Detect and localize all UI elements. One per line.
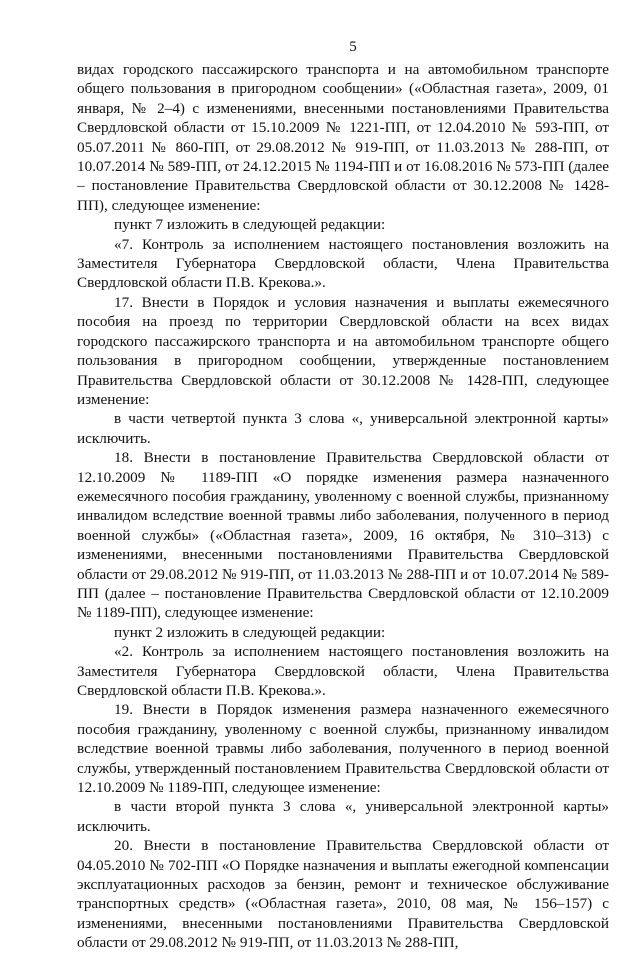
- paragraph-item-19-change: в части второй пункта 3 слова «, универсальной электронной карты» исключить.: [77, 798, 609, 835]
- paragraph-point-2-intro: пункт 2 изложить в следующей редакции:: [114, 623, 386, 641]
- paragraph-item-18: 18. Внести в постановление Правительства Свердловской области от 12.10.2009 № 1189-ПП «О порядке изменения размера назначенного ежемесячного пособия гражданину, уволенному с военной службы, признанному инвалидом вследствие военной травмы либо заболевания, полученного в период военной службы» («Областная газета», 2009, 16 октября, № 310–313) с изменениями, внесенными постановлениями Правительства Свердловской области от 29.08.2012 № 919-ПП, от 11.03.2013 № 288-ПП и от 10.07.2014 № 589-ПП (далее – постановление Правительства Свердловской области от 12.10.2009 № 1189-ПП), следующее изменение:: [77, 449, 609, 622]
- paragraph-item-17-change: в части четвертой пункта 3 слова «, универсальной электронной карты» исключить.: [77, 410, 609, 447]
- paragraph-point-2-text: «2. Контроль за исполнением настоящего постановления возложить на Заместителя Губернатора Свердловской области, Члена Правительства Свердловской области П.В. Крекова.».: [77, 643, 609, 699]
- paragraph-point-7-text: «7. Контроль за исполнением настоящего постановления возложить на Заместителя Губернатора Свердловской области, Члена Правительства Свердловской области П.В. Крекова.».: [77, 235, 609, 292]
- paragraph-item-20: 20. Внести в постановление Правительства Свердловской области от 04.05.2010 № 702-ПП «О Порядке назначения и выплаты ежегодной компенсации эксплуатационных расходов за бензин, ремонт и техническое обслуживание транспортных средств» («Областная газета», 2010, 08 мая, № 156–157) с изменениями, внесенными постановлениями Правительства Свердловской области от 29.08.2012 № 919-ПП, от 11.03.2013 № 288-ПП,: [77, 837, 609, 952]
- paragraph-item-17: 17. Внести в Порядок и условия назначения и выплаты ежемесячного пособия на проезд по территории Свердловской области на всех видах городского пассажирского транспорта и на автомобильном транспорте общего пользования в пригородном сообщении, утвержденные постановлением Правительства Свердловской области от 30.12.2008 № 1428-ПП, следующее изменение:: [77, 293, 609, 408]
- paragraph-continuation: видах городского пассажирского транспорта и на автомобильном транспорте общего пользования в пригородном сообщении» («Областная газета», 2009, 01 января, № 2–4) с изменениями, внесенными постановлениями Правительства Свердловской области от 15.10.2009 № 1221-ПП, от 12.04.2010 № 593-ПП, от 05.07.2011 № 860-ПП, от 29.08.2012 № 919-ПП, от 11.03.2013 № 288-ПП, от 10.07.2014 № 589-ПП, от 24.12.2015 № 1194-ПП и от 16.08.2016 № 573-ПП (далее – постановление Правительства Свердловской области от 30.12.2008 № 1428-ПП), следующее изменение:: [77, 61, 609, 214]
- paragraph-item-19: 19. Внести в Порядок изменения размера назначенного ежемесячного пособия гражданину, уволенному с военной службы, признанному инвалидом вследствие военной травмы либо заболевания, полученного в период военной службы, утвержденный постановлением Правительства Свердловской области от 12.10.2009 № 1189-ПП, следующее изменение:: [77, 701, 609, 797]
- paragraph-point-7-intro: пункт 7 изложить в следующей редакции:: [114, 216, 386, 234]
- page-number: 5: [349, 39, 357, 55]
